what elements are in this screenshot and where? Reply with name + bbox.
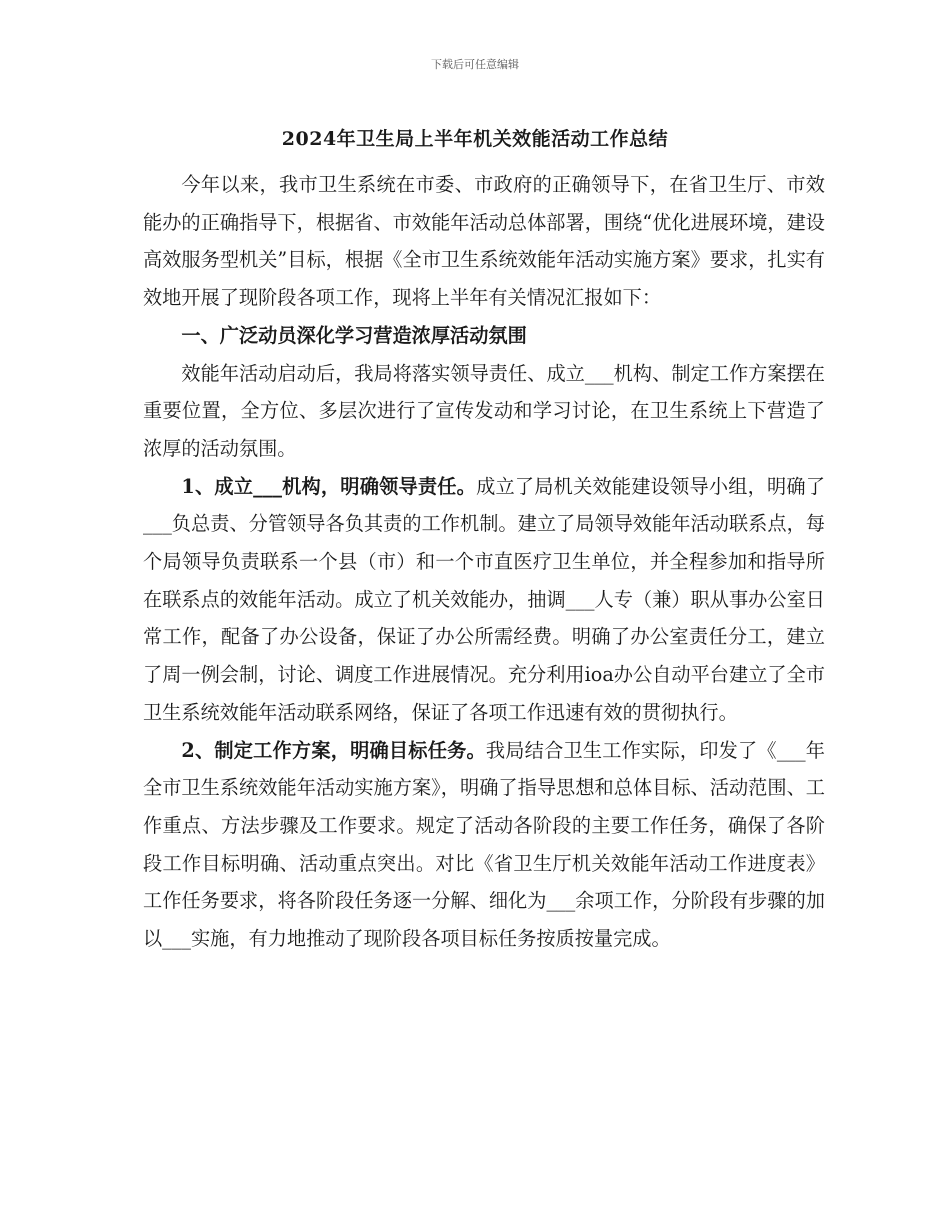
- document-title: 2024年卫生局上半年机关效能活动工作总结: [281, 128, 669, 150]
- item-2-text: 我局结合卫生工作实际，印发了《___年全市卫生系统效能年活动实施方案》，明确了指导思想和总体目标、活动范围、工作重点、方法步骤及工作要求。规定了活动各阶段的主要工作任务，确保了各阶段工作目标明确、活动重点突出。对比《省卫生厅机关效能年活动工作进度表》工作任务要求，将各阶段任务逐一分解、细化为___余项工作，分阶段有步骤的加以___实施，有力地推动了现阶段各项目标任务按质按量完成。: [143, 738, 825, 951]
- intro-paragraph: 今年以来，我市卫生系统在市委、市政府的正确领导下，在省卫生厅、市效能办的正确指导下，根据省、市效能年活动总体部署，围绕“优化进展环境，建设高效服务型机关”目标，根据《全市卫生系统效能年活动实施方案》要求，扎实有效地开展了现阶段各项工作，现将上半年有关情况汇报如下：: [143, 173, 825, 310]
- item-1-paragraph: [143, 468, 825, 732]
- download-note: 下载后可任意编辑: [431, 58, 519, 71]
- item-2-paragraph: [143, 732, 825, 958]
- document-body: [143, 166, 825, 958]
- item-1-text: 成立了局机关效能建设领导小组，明确了___负总责、分管领导各负其责的工作机制。建立了局领导效能年活动联系点，每个局领导负责联系一个县（市）和一个市直医疗卫生单位，并全程参加和指导所在联系点的效能年活动。成立了机关效能办，抽调___人专（兼）职从事办公室日常工作，配备了办公设备，保证了办公所需经费。明确了办公室责任分工，建立了周一例会制，讨论、调度工作进展情况。充分利用ioa办公自动平台建立了全市卫生系统效能年活动联系网络，保证了各项工作迅速有效的贯彻执行。: [143, 474, 826, 724]
- section-1-heading: 一、广泛动员深化学习营造浓厚活动氛围: [181, 323, 527, 347]
- item-1-heading: 1、成立___机构，明确领导责任。: [181, 474, 477, 498]
- section-1-paragraph: 效能年活动启动后，我局将落实领导责任、成立___机构、制定工作方案摆在重要位置，全方位、多层次进行了宣传发动和学习讨论，在卫生系统上下营造了浓厚的活动氛围。: [143, 361, 825, 460]
- item-2-heading: 2、制定工作方案，明确目标任务。: [181, 738, 486, 762]
